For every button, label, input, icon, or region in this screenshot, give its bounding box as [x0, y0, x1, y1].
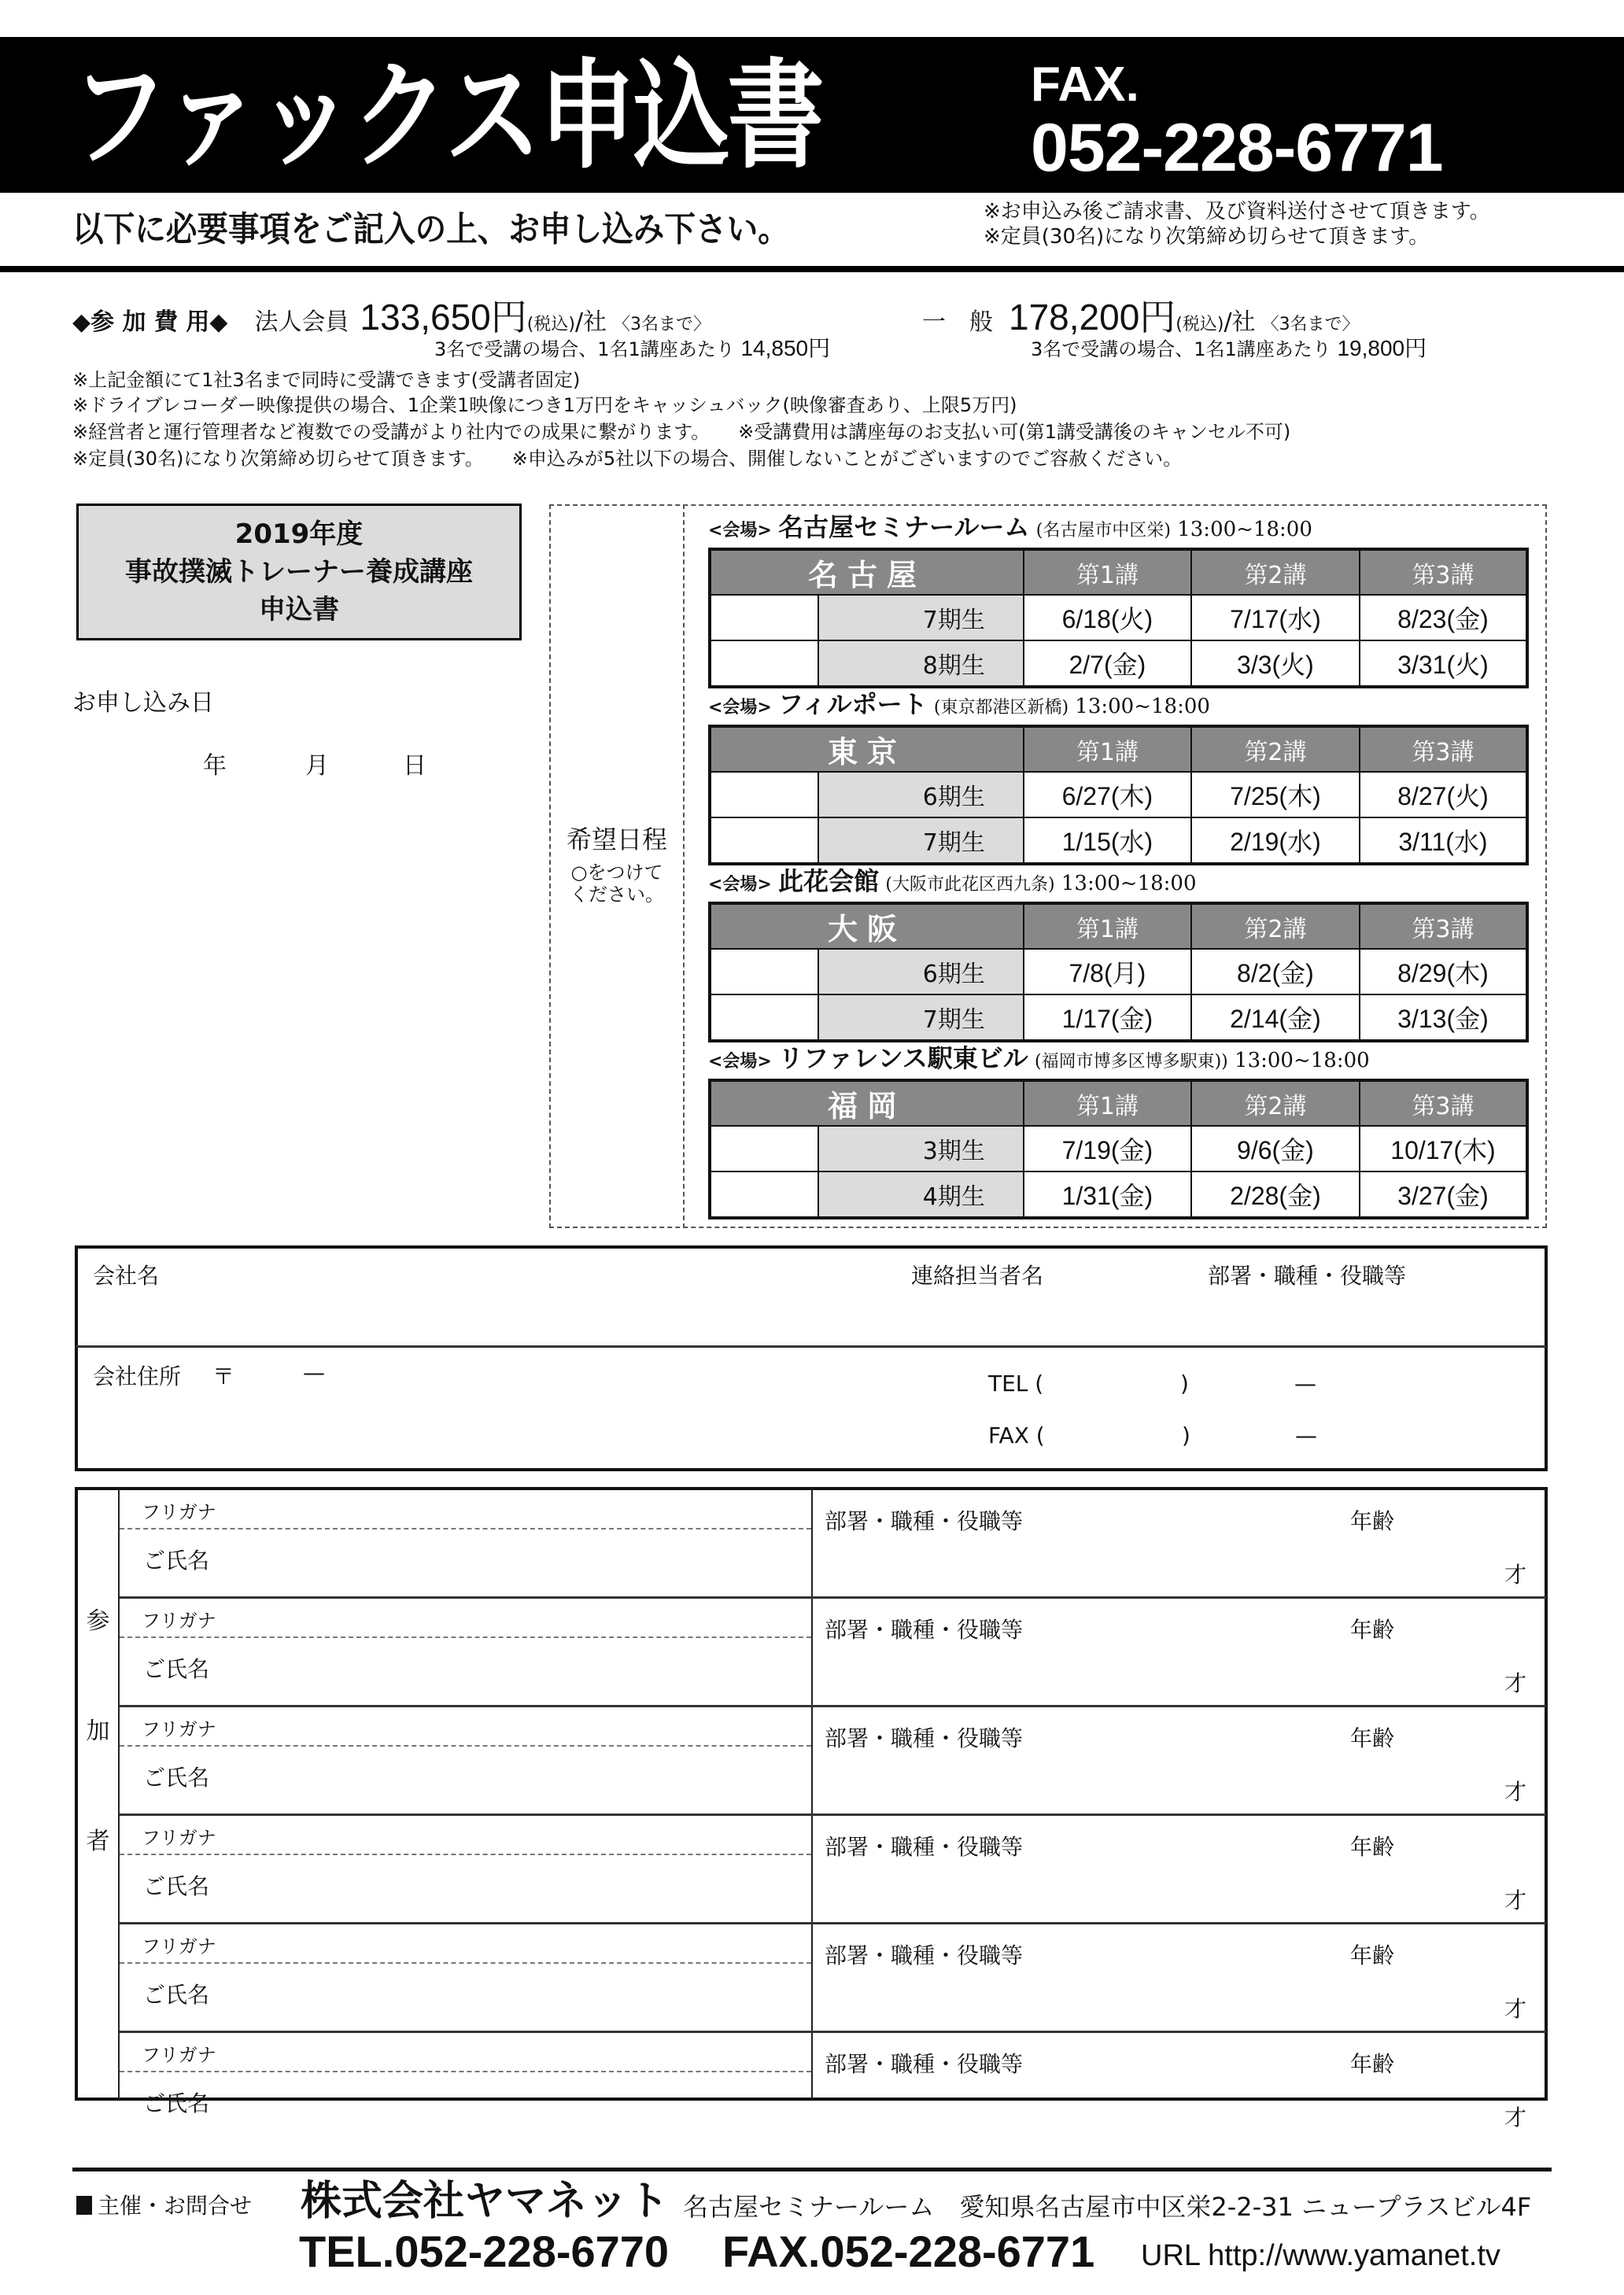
session-date: 2/28(金): [1191, 1171, 1360, 1218]
schedule-header-row: [710, 549, 1527, 595]
fee-note: ※定員(30名)になり次第締め切らせて頂きます。 ※申込みが5社以下の場合、開催しないことがございますのでご容赦ください。: [72, 448, 1183, 470]
venue-time: 13:00~18:00: [1061, 872, 1197, 895]
venue-tag: <会場>: [708, 875, 772, 895]
schedule-row: [710, 1171, 1527, 1218]
postal-dash: —: [303, 1360, 325, 1385]
schedule-check-cell[interactable]: [710, 1171, 818, 1218]
schedule-check-cell[interactable]: [710, 595, 818, 640]
fee-member-per-person-text: 3名で受講の場合、1名1講座あたり: [434, 338, 735, 360]
fax-field[interactable]: FAX (: [988, 1422, 1045, 1448]
footer-org-label: 主催・お問合せ: [98, 2193, 253, 2219]
fee-general-label: 一 般: [922, 308, 993, 336]
cohort-label: 7期生: [818, 994, 1024, 1041]
furigana-divider: [120, 1636, 811, 1638]
cohort-label: 6期生: [818, 949, 1024, 994]
course-year: 2019年度: [234, 518, 364, 550]
schedule-row: [710, 994, 1527, 1041]
participant-age-field[interactable]: 年齢: [1350, 1943, 1395, 1968]
schedule-check-cell[interactable]: [710, 817, 818, 864]
venue-time: 13:00~18:00: [1177, 518, 1312, 541]
furigana-field[interactable]: フリガナ: [142, 1935, 216, 1957]
venue-address: (名古屋市中区栄): [1035, 521, 1171, 541]
venue-heading: [708, 865, 1197, 901]
participant-name-field[interactable]: ご氏名: [143, 1982, 210, 2008]
age-unit: 才: [1504, 1562, 1527, 1588]
postal-mark: 〒: [212, 1363, 235, 1389]
participants-split: [811, 1489, 813, 2099]
schedule-table: [708, 902, 1529, 1042]
contact-name-field[interactable]: 連絡担当者名: [911, 1263, 1044, 1289]
schedule-check-cell[interactable]: [710, 949, 818, 994]
session-header: 第1講: [1024, 903, 1191, 949]
session-date: 7/25(木): [1191, 772, 1360, 817]
schedule-row: [710, 595, 1527, 640]
age-unit: 才: [1504, 1996, 1527, 2022]
cohort-label: 7期生: [818, 817, 1024, 864]
footer-tel: TEL.052-228-6770: [299, 2227, 670, 2276]
venue-name: フィルポート: [778, 689, 928, 719]
fax-dash: —: [1295, 1422, 1317, 1448]
session-date: 2/14(金): [1191, 994, 1360, 1041]
city-header: 大阪: [710, 903, 1024, 949]
cohort-label: 8期生: [818, 640, 1024, 687]
schedule-header-row: [710, 726, 1527, 772]
participant-dept-field[interactable]: 部署・職種・役職等: [825, 1943, 1024, 1968]
fee-member-tax: (税込): [526, 315, 575, 334]
footer-divider: [72, 2168, 1552, 2171]
fee-general-tax: (税込): [1176, 315, 1224, 334]
venue-heading: [708, 688, 1210, 724]
cohort-label: 7期生: [818, 595, 1024, 640]
schedule-check-cell[interactable]: [710, 1126, 818, 1171]
furigana-divider: [120, 1962, 811, 1964]
schedule-check-cell[interactable]: [710, 994, 818, 1041]
fee-note: ※経営者と運行管理者など複数での受講がより社内での成果に繋がります。 ※受講費用は講座毎のお支払い可(第1講受講後のキャンセル不可): [72, 421, 1291, 443]
session-date: 10/17(木): [1360, 1126, 1527, 1171]
participant-dept-field[interactable]: 部署・職種・役職等: [825, 1834, 1024, 1860]
participant-name-field[interactable]: ご氏名: [143, 1548, 210, 1574]
furigana-field[interactable]: フリガナ: [142, 1501, 216, 1523]
session-header: 第2講: [1191, 1080, 1360, 1126]
furigana-divider: [120, 1745, 811, 1747]
session-date: 6/18(火): [1024, 595, 1191, 640]
wish-schedule-hint: [551, 862, 683, 906]
cohort-label: 3期生: [818, 1126, 1024, 1171]
session-header: 第3講: [1360, 903, 1527, 949]
contact-dept-field[interactable]: 部署・職種・役職等: [1208, 1263, 1407, 1289]
schedule-header-row: [710, 903, 1527, 949]
age-unit: 才: [1504, 1887, 1527, 1913]
session-date: 2/7(金): [1024, 640, 1191, 687]
tel-field[interactable]: TEL (: [988, 1371, 1044, 1397]
session-date: 8/23(金): [1360, 595, 1527, 640]
fee-member-label: 法人会員: [254, 308, 349, 336]
session-header: 第1講: [1024, 549, 1191, 595]
fee-member-per: /社: [574, 308, 607, 336]
participants-label-column: [118, 1489, 120, 2099]
company-name-field[interactable]: 会社名: [93, 1263, 160, 1289]
cohort-label: 4期生: [818, 1171, 1024, 1218]
session-date: 6/27(木): [1024, 772, 1191, 817]
venue-time: 13:00~18:00: [1235, 1049, 1370, 1072]
participant-age-field[interactable]: 年齢: [1350, 1508, 1395, 1534]
age-unit: 才: [1504, 1779, 1527, 1805]
fee-general-per-person-price: 19,800円: [1337, 336, 1427, 360]
participant-name-field[interactable]: ご氏名: [143, 1765, 210, 1791]
session-date: 3/3(火): [1191, 640, 1360, 687]
schedule-check-cell[interactable]: [710, 640, 818, 687]
participants-side-label: 者: [86, 1828, 110, 1855]
participant-age-field[interactable]: 年齢: [1350, 2051, 1395, 2077]
furigana-divider: [120, 1528, 811, 1529]
participant-age-field[interactable]: 年齢: [1350, 1834, 1395, 1860]
header-note: ※お申込み後ご請求書、及び資料送付させて頂きます。: [984, 200, 1490, 223]
session-header: 第3講: [1360, 549, 1527, 595]
age-unit: 才: [1504, 2105, 1527, 2131]
venue-address: (東京都港区新橋): [933, 698, 1069, 718]
schedule-row: [710, 949, 1527, 994]
fee-member-price: 133,650円: [360, 297, 527, 338]
session-header: 第1講: [1024, 726, 1191, 772]
session-date: 8/27(火): [1360, 772, 1527, 817]
instructions: 以下に必要事項をご記入の上、お申し込み下さい。: [72, 209, 789, 249]
participant-dept-field[interactable]: 部署・職種・役職等: [825, 1617, 1024, 1643]
city-header: 東京: [710, 726, 1024, 772]
session-date: 7/17(水): [1191, 595, 1360, 640]
apply-year-field[interactable]: 年: [203, 752, 227, 780]
schedule-header-row: [710, 1080, 1527, 1126]
participant-row-divider: [120, 2031, 1546, 2033]
fee-general-price: 178,200円: [1009, 297, 1176, 338]
page-title: ファックス申込書: [71, 48, 822, 185]
session-date: 3/13(金): [1360, 994, 1527, 1041]
fee-label: ◆参 加 費 用◆: [72, 308, 228, 336]
schedule-row: [710, 1126, 1527, 1171]
venue-name: 此花会館: [778, 866, 880, 896]
venue-tag: <会場>: [708, 521, 772, 541]
participant-row-divider: [120, 1596, 1546, 1599]
header-note: ※定員(30名)になり次第締め切らせて頂きます。: [984, 225, 1430, 249]
footer-url-link[interactable]: URL http://www.yamanet.tv: [1141, 2239, 1500, 2272]
header-fax-number: 052-228-6771: [1031, 110, 1443, 186]
city-header: 福岡: [710, 1080, 1024, 1126]
session-header: 第3講: [1360, 1080, 1527, 1126]
venue-name: 名古屋セミナールーム: [778, 512, 1030, 542]
participant-dept-field[interactable]: 部署・職種・役職等: [825, 1725, 1024, 1751]
fee-general-per-person-text: 3名で受講の場合、1名1講座あたり: [1031, 338, 1331, 360]
schedule-table: [708, 548, 1529, 688]
participant-name-field[interactable]: ご氏名: [143, 2090, 210, 2116]
fee-general-limit: 〈3名まで〉: [1261, 315, 1360, 334]
furigana-field[interactable]: フリガナ: [142, 1718, 216, 1740]
fee-note: ※上記金額にて1社3名まで同時に受講できます(受講者固定): [72, 369, 581, 391]
divider: [76, 1345, 1546, 1348]
apply-month-field[interactable]: 月: [305, 752, 329, 780]
session-date: 7/8(月): [1024, 949, 1191, 994]
participant-row-divider: [120, 1922, 1546, 1924]
schedule-row: [710, 640, 1527, 687]
session-header: 第2講: [1191, 726, 1360, 772]
session-header: 第2講: [1191, 549, 1360, 595]
schedule-check-cell[interactable]: [710, 772, 818, 817]
age-unit: 才: [1504, 1670, 1527, 1696]
header-fax-label: FAX.: [1031, 57, 1139, 112]
participant-age-field[interactable]: 年齢: [1350, 1725, 1395, 1751]
fee-note: ※ドライブレコーダー映像提供の場合、1企業1映像につき1万円をキャッシュバック(映像審査あり、上限5万円): [72, 394, 1017, 416]
fee-member-per-person-price: 14,850円: [740, 336, 831, 360]
tel-dash: —: [1294, 1371, 1316, 1397]
wish-hint-line: ください。: [570, 884, 664, 906]
participant-dept-field[interactable]: 部署・職種・役職等: [825, 2051, 1024, 2077]
session-date: 3/11(水): [1360, 817, 1527, 864]
footer-fax: FAX.052-228-6771: [722, 2227, 1095, 2276]
course-title-box: [76, 504, 522, 640]
square-bullet-icon: [76, 2196, 92, 2215]
session-date: 2/19(水): [1191, 817, 1360, 864]
course-name: 事故撲滅トレーナー養成講座: [125, 556, 473, 588]
participant-row-divider: [120, 1705, 1546, 1707]
venue-heading: [708, 1042, 1370, 1078]
wish-schedule-label: 希望日程: [566, 825, 667, 854]
participant-name-field[interactable]: ご氏名: [143, 1656, 210, 1682]
schedule-table: [708, 1079, 1529, 1219]
fax-paren: ): [1182, 1422, 1190, 1448]
furigana-field[interactable]: フリガナ: [142, 1827, 216, 1849]
participant-row-divider: [120, 1813, 1546, 1816]
session-date: 8/29(木): [1360, 949, 1527, 994]
session-date: 1/17(金): [1024, 994, 1191, 1041]
session-header: 第2講: [1191, 903, 1360, 949]
session-header: 第3講: [1360, 726, 1527, 772]
footer-address: 名古屋セミナールーム 愛知県名古屋市中区栄2-2-31 ニュープラスビル4F: [683, 2192, 1532, 2222]
participants-side-label: 加: [86, 1718, 110, 1745]
session-date: 1/31(金): [1024, 1171, 1191, 1218]
city-header: 名古屋: [710, 549, 1024, 595]
session-date: 1/15(水): [1024, 817, 1191, 864]
session-date: 9/6(金): [1191, 1126, 1360, 1171]
session-date: 3/31(火): [1360, 640, 1527, 687]
divider: [0, 266, 1624, 272]
furigana-divider: [120, 2071, 811, 2072]
course-form-label: 申込書: [259, 594, 339, 625]
participant-dept-field[interactable]: 部署・職種・役職等: [825, 1508, 1024, 1534]
cohort-label: 6期生: [818, 772, 1024, 817]
venue-name: リファレンス駅東ビル: [778, 1043, 1028, 1073]
participant-name-field[interactable]: ご氏名: [143, 1873, 210, 1899]
session-header: 第1講: [1024, 1080, 1191, 1126]
schedule-row: [710, 817, 1527, 864]
furigana-field[interactable]: フリガナ: [142, 2044, 216, 2066]
schedule-table: [708, 725, 1529, 865]
company-address-field[interactable]: 会社住所: [93, 1363, 182, 1389]
venue-tag: <会場>: [708, 1052, 772, 1072]
participants-side-label: 参: [86, 1607, 110, 1635]
apply-day-field[interactable]: 日: [403, 752, 426, 780]
venue-tag: <会場>: [708, 698, 772, 718]
venue-address: (大阪市此花区西九条): [885, 875, 1055, 895]
furigana-field[interactable]: フリガナ: [142, 1610, 216, 1632]
venue-heading: [708, 511, 1312, 547]
furigana-divider: [120, 1854, 811, 1855]
session-date: 7/19(金): [1024, 1126, 1191, 1171]
footer-company-name: 株式会社ヤマネット: [301, 2178, 670, 2225]
apply-date-label: お申し込み日: [72, 689, 214, 717]
fee-general-per-person: [1031, 337, 1427, 361]
tel-paren: ): [1180, 1371, 1189, 1397]
venue-time: 13:00~18:00: [1075, 695, 1210, 718]
session-date: 3/27(金): [1360, 1171, 1527, 1218]
fee-member-limit: 〈3名まで〉: [613, 315, 711, 334]
wish-hint-line: ○をつけて: [570, 862, 663, 884]
schedule-divider: [683, 504, 685, 1228]
venue-address: (福岡市博多区博多駅東)): [1035, 1052, 1228, 1072]
schedule-row: [710, 772, 1527, 817]
fee-member-per-person: [434, 337, 830, 361]
session-date: 8/2(金): [1191, 949, 1360, 994]
fee-general-per: /社: [1224, 308, 1256, 336]
participant-age-field[interactable]: 年齢: [1350, 1617, 1395, 1643]
